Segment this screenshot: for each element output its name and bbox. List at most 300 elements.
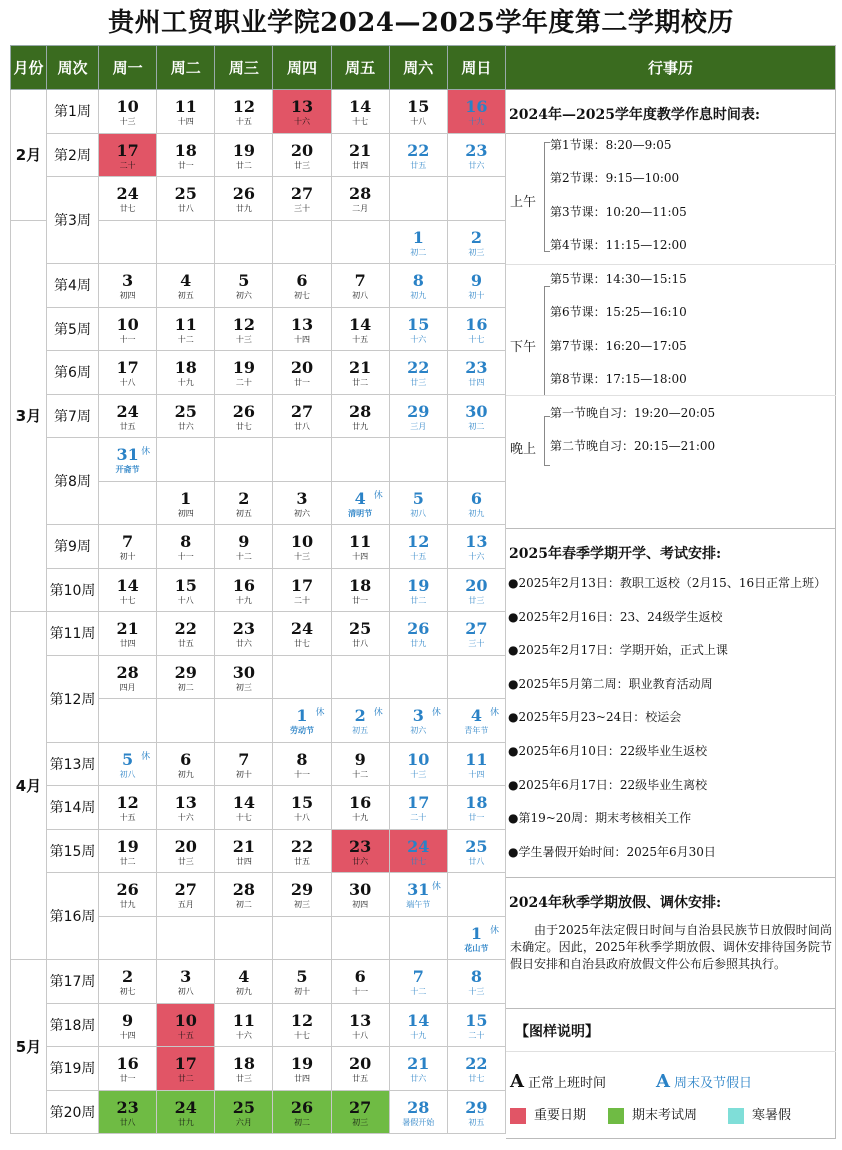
day-cell: [331, 307, 389, 351]
day-cell: [215, 307, 273, 351]
day-number: 24: [116, 184, 139, 204]
calendar-row: [11, 568, 506, 612]
day-cell: [157, 307, 215, 351]
day-number: 20: [290, 140, 314, 160]
lunar-date: 十六: [293, 117, 310, 127]
day-cell: [331, 873, 389, 917]
schedule-line: 第2节课：9:15—10:00: [550, 171, 680, 185]
day-cell: [215, 655, 273, 699]
legend-important-swatch: [510, 1108, 526, 1124]
day-cell: [99, 133, 157, 177]
day-number: 6: [354, 967, 366, 987]
day-cell: [389, 90, 447, 134]
holiday-rest-mark: 休: [373, 708, 383, 718]
legend-weekend-label: 周末及节假日: [673, 1076, 752, 1091]
day-cell: [157, 1090, 215, 1134]
day-number: 24: [290, 619, 314, 639]
calendar-row: [11, 1090, 506, 1134]
holiday-rest-mark: 休: [373, 490, 383, 501]
day-cell: [389, 177, 447, 221]
day-cell: [331, 133, 389, 177]
day-cell: [447, 133, 505, 177]
day-cell: [215, 742, 273, 786]
day-cell: [215, 960, 273, 1004]
lunar-date: 初十: [468, 291, 485, 301]
lunar-date: 廿三: [177, 856, 194, 866]
legend-a-blue: A: [656, 1071, 670, 1092]
lunar-date: 十八: [352, 1030, 369, 1040]
day-cell: [389, 133, 447, 177]
day-cell: [331, 1090, 389, 1134]
lunar-date: 十八: [119, 378, 136, 388]
day-cell: [215, 351, 273, 395]
lunar-date: 廿八: [293, 421, 310, 431]
lunar-date: 十六: [410, 334, 427, 344]
calendar-row: [11, 90, 506, 134]
day-cell: [331, 1003, 389, 1047]
lunar-date: 十一: [119, 334, 136, 344]
lunar-date: 初九: [468, 508, 485, 518]
day-number: 23: [465, 140, 488, 160]
lunar-date: 十七: [119, 595, 136, 605]
day-number: 31: [407, 880, 430, 900]
lunar-date: 十六: [468, 552, 485, 562]
day-number: 7: [412, 967, 424, 987]
events-header: 行事历: [506, 46, 835, 90]
day-cell: [215, 829, 273, 873]
day-number: 21: [232, 836, 255, 856]
week-cell: 第1周: [47, 90, 99, 134]
day-cell: [99, 264, 157, 308]
day-cell: [273, 699, 331, 743]
autumn-text: 由于2025年法定假日时间与自治县民族节日放假时间尚未确定。因此，2025年秋季学期放假、调休安排待国务院节假日安排和自治县政府放假文件公布后参照其执行。: [510, 923, 832, 971]
spring-item: ●2025年6月10日：22级毕业生返校: [508, 744, 708, 758]
lunar-date: 廿四: [119, 639, 136, 649]
week-cell: 第3周: [47, 177, 99, 264]
header-cell: 周二: [157, 46, 215, 90]
day-cell: [215, 786, 273, 830]
day-cell: [447, 307, 505, 351]
calendar-row: [11, 960, 506, 1004]
header-cell: 月份: [11, 46, 47, 90]
day-cell: [157, 177, 215, 221]
day-cell: [389, 829, 447, 873]
header-cell: 周三: [215, 46, 273, 90]
day-cell: [273, 351, 331, 395]
day-cell: [331, 568, 389, 612]
day-number: 22: [407, 358, 430, 378]
lunar-date: 青年节: [464, 726, 489, 736]
calendar-row: [11, 1047, 506, 1091]
day-number: 14: [116, 575, 139, 595]
day-cell: [389, 307, 447, 351]
lunar-date: 三月: [410, 421, 427, 431]
schedule-line: 第8节课：17:15—18:00: [550, 372, 687, 386]
day-cell: [215, 1003, 273, 1047]
lunar-date: 十二: [177, 334, 194, 344]
lunar-date: 初三: [235, 682, 252, 692]
lunar-date: 廿一: [352, 595, 369, 605]
lunar-date: 初二: [293, 1117, 310, 1127]
lunar-date: 初五: [352, 726, 369, 736]
header-cell: 周次: [47, 46, 99, 90]
day-number: 16: [349, 793, 372, 813]
day-number: 10: [116, 314, 139, 334]
week-cell: 第15周: [47, 829, 99, 873]
day-number: 12: [407, 532, 430, 552]
month-cell: 4月: [11, 612, 47, 960]
calendar-row: [11, 307, 506, 351]
lunar-date: 廿五: [177, 639, 194, 649]
week-cell: 第16周: [47, 873, 99, 960]
day-cell: [157, 916, 215, 960]
legend-weekend: [656, 1071, 752, 1092]
lunar-date: 十三: [468, 987, 485, 997]
lunar-date: 廿三: [293, 160, 310, 170]
lunar-date: 暑假开始: [402, 1117, 435, 1127]
legend-normal-label: 正常上班时间: [527, 1076, 606, 1091]
day-number: 27: [465, 619, 488, 639]
day-number: 22: [174, 619, 197, 639]
legend-vacation: [728, 1104, 791, 1124]
lunar-date: 初三: [352, 1117, 369, 1127]
lunar-date: 廿七: [468, 1074, 485, 1084]
week-cell: 第6周: [47, 351, 99, 395]
lunar-date: 十二: [410, 987, 427, 997]
day-cell: [215, 568, 273, 612]
lunar-date: 廿七: [293, 639, 310, 649]
day-cell: [331, 916, 389, 960]
day-number: 12: [116, 793, 139, 813]
evening-label: 晚上: [510, 442, 537, 457]
spring-item: ●2025年5月23~24日：校运会: [508, 710, 682, 725]
day-number: 4: [238, 967, 250, 987]
day-cell: [157, 394, 215, 438]
day-number: 5: [122, 749, 134, 769]
lunar-date: 初五: [235, 508, 252, 518]
lunar-date: 廿六: [177, 421, 194, 431]
lunar-date: 四月: [119, 682, 136, 692]
day-number: 26: [232, 401, 255, 421]
day-number: 9: [354, 749, 366, 769]
lunar-date: 十九: [468, 117, 485, 127]
day-cell: [157, 90, 215, 134]
day-cell: [99, 786, 157, 830]
spring-item: ●2025年6月17日：22级毕业生离校: [508, 777, 708, 792]
day-number: 2: [122, 967, 134, 987]
events-panel: [506, 45, 836, 1139]
lunar-date: 初九: [177, 769, 194, 779]
schedule-line: 第3节课：10:20—11:05: [550, 205, 687, 219]
day-cell: [389, 351, 447, 395]
day-number: 25: [465, 836, 488, 856]
lunar-date: 十二: [352, 769, 369, 779]
day-cell: [157, 873, 215, 917]
day-cell: [447, 394, 505, 438]
lunar-date: 初三: [293, 900, 310, 910]
day-number: 19: [232, 358, 255, 378]
lunar-date: 十八: [410, 117, 427, 127]
lunar-date: 十七: [293, 1030, 310, 1040]
spring-item: ●2025年5月第二周：职业教育活动周: [508, 676, 713, 691]
lunar-date: 十四: [468, 769, 485, 779]
day-cell: [331, 612, 389, 656]
week-cell: 第12周: [47, 655, 99, 742]
day-number: 21: [349, 358, 372, 378]
day-cell: [215, 438, 273, 482]
calendar-row: [11, 1003, 506, 1047]
day-cell: [99, 481, 157, 525]
lunar-date: 初四: [119, 291, 136, 301]
week-cell: 第8周: [47, 438, 99, 525]
day-number: 16: [232, 575, 255, 595]
holiday-rest-mark: 休: [489, 925, 499, 936]
day-cell: [99, 351, 157, 395]
lunar-date: 五月: [177, 900, 194, 910]
day-cell: [157, 1003, 215, 1047]
day-cell: [99, 612, 157, 656]
day-number: 9: [122, 1010, 134, 1030]
day-number: 4: [470, 706, 482, 726]
calendar-header-row: [11, 46, 506, 90]
lunar-date: 廿一: [177, 160, 194, 170]
month-cell: 3月: [11, 220, 47, 612]
day-number: 2: [470, 227, 482, 247]
day-cell: [447, 916, 505, 960]
lunar-date: 十七: [235, 813, 252, 823]
day-cell: [331, 351, 389, 395]
lunar-date: 廿九: [119, 900, 136, 910]
lunar-date: 廿二: [235, 160, 252, 170]
lunar-date: 廿六: [352, 856, 369, 866]
lunar-date: 廿八: [119, 1117, 136, 1127]
day-cell: [331, 1047, 389, 1091]
lunar-date: 廿四: [468, 378, 485, 388]
day-number: 19: [232, 140, 255, 160]
calendar-row: [11, 612, 506, 656]
lunar-date: 初十: [119, 552, 136, 562]
day-number: 16: [116, 1054, 139, 1074]
day-cell: [273, 1090, 331, 1134]
day-cell: [389, 786, 447, 830]
autumn-title: 2024年秋季学期放假、调休安排:: [509, 895, 722, 911]
day-cell: [99, 90, 157, 134]
day-number: 30: [232, 662, 255, 682]
day-cell: [389, 438, 447, 482]
day-cell: [331, 829, 389, 873]
lunar-date: 廿九: [352, 421, 369, 431]
lunar-date: 十五: [410, 552, 427, 562]
calendar-row: [11, 438, 506, 482]
lunar-date: 廿四: [352, 160, 369, 170]
day-number: 11: [232, 1010, 255, 1030]
legend-important: [510, 1104, 586, 1124]
lunar-date: 十四: [177, 117, 194, 127]
week-cell: 第20周: [47, 1090, 99, 1134]
day-number: 22: [407, 140, 430, 160]
week-cell: 第11周: [47, 612, 99, 656]
day-cell: [447, 525, 505, 569]
day-cell: [273, 90, 331, 134]
lunar-date: 初六: [410, 726, 427, 736]
day-cell: [273, 786, 331, 830]
calendar-row: [11, 264, 506, 308]
day-cell: [331, 264, 389, 308]
holiday-rest-mark: 休: [141, 751, 151, 762]
lunar-date: 十五: [352, 334, 369, 344]
spring-item: ●2025年2月16日：23、24级学生返校: [508, 609, 723, 624]
lunar-date: 十五: [119, 813, 136, 823]
day-cell: [273, 742, 331, 786]
lunar-date: 廿二: [119, 856, 136, 866]
lunar-date: 二十: [468, 1030, 485, 1040]
spring-title: 2025年春季学期开学、考试安排:: [509, 546, 722, 562]
day-cell: [389, 873, 447, 917]
month-cell: 2月: [11, 90, 47, 221]
day-number: 24: [116, 401, 139, 421]
day-cell: [447, 612, 505, 656]
holiday-rest-mark: 休: [489, 708, 499, 718]
week-cell: 第19周: [47, 1047, 99, 1091]
day-number: 1: [470, 923, 482, 943]
day-number: 12: [290, 1010, 314, 1030]
lunar-date: 初四: [177, 508, 194, 518]
schedule-title: 2024年—2025学年度教学作息时间表:: [509, 107, 761, 123]
lunar-date: 十六: [235, 1030, 252, 1040]
header-cell: 周四: [273, 46, 331, 90]
day-number: 22: [465, 1054, 488, 1074]
legend-vacation-label: 寒暑假: [752, 1108, 792, 1123]
day-cell: [157, 612, 215, 656]
lunar-date: 开斋节: [115, 465, 140, 475]
day-number: 23: [349, 836, 372, 856]
day-cell: [389, 1003, 447, 1047]
afternoon-label: 下午: [510, 340, 537, 355]
lunar-date: 廿七: [410, 856, 427, 866]
schedule-line: 第7节课：16:20—17:05: [550, 339, 687, 353]
day-number: 5: [296, 967, 308, 987]
day-cell: [273, 133, 331, 177]
day-cell: [447, 220, 505, 264]
schedule-line: 第6节课：15:25—16:10: [550, 305, 687, 319]
day-cell: [99, 916, 157, 960]
day-cell: [215, 481, 273, 525]
lunar-date: 初八: [177, 987, 194, 997]
day-number: 20: [174, 836, 197, 856]
day-number: 18: [232, 1054, 255, 1074]
day-number: 30: [465, 401, 488, 421]
calendar-row: [11, 655, 506, 699]
day-cell: [215, 873, 273, 917]
day-cell: [389, 960, 447, 1004]
day-number: 14: [232, 793, 255, 813]
day-number: 14: [407, 1010, 430, 1030]
day-number: 18: [174, 140, 197, 160]
day-number: 1: [180, 488, 192, 508]
day-number: 15: [174, 575, 197, 595]
day-number: 25: [174, 401, 197, 421]
day-cell: [99, 1047, 157, 1091]
legend-vacation-swatch: [728, 1108, 744, 1124]
lunar-date: 端午节: [406, 900, 431, 910]
day-cell: [157, 220, 215, 264]
day-cell: [447, 481, 505, 525]
day-number: 17: [116, 358, 139, 378]
day-cell: [389, 481, 447, 525]
day-number: 3: [296, 488, 308, 508]
lunar-date: 廿三: [235, 1074, 252, 1084]
day-number: 14: [349, 97, 372, 117]
day-number: 8: [470, 967, 482, 987]
lunar-date: 初四: [352, 900, 369, 910]
day-cell: [331, 90, 389, 134]
day-number: 18: [174, 358, 197, 378]
day-cell: [273, 916, 331, 960]
day-number: 29: [174, 662, 197, 682]
week-cell: 第10周: [47, 568, 99, 612]
lunar-date: 廿六: [410, 1074, 427, 1084]
day-number: 19: [116, 836, 139, 856]
lunar-date: 十五: [235, 117, 252, 127]
day-number: 6: [470, 488, 482, 508]
day-cell: [389, 1047, 447, 1091]
day-cell: [273, 568, 331, 612]
day-number: 20: [290, 358, 314, 378]
day-cell: [389, 699, 447, 743]
day-number: 21: [349, 140, 372, 160]
day-cell: [273, 525, 331, 569]
day-number: 27: [290, 184, 314, 204]
header-cell: 周六: [389, 46, 447, 90]
day-cell: [273, 829, 331, 873]
lunar-date: 初二: [177, 682, 194, 692]
day-number: 28: [116, 662, 139, 682]
spring-item: ●学生暑假开始时间：2025年6月30日: [508, 844, 716, 859]
day-cell: [99, 177, 157, 221]
day-number: 27: [174, 880, 197, 900]
day-cell: [157, 525, 215, 569]
calendar-row: [11, 394, 506, 438]
lunar-date: 二月: [352, 204, 369, 214]
week-cell: 第2周: [47, 133, 99, 177]
day-cell: [273, 960, 331, 1004]
day-number: 12: [232, 97, 255, 117]
week-cell: 第7周: [47, 394, 99, 438]
day-number: 16: [465, 314, 488, 334]
day-number: 29: [290, 880, 314, 900]
schedule-line: 第5节课：14:30—15:15: [550, 272, 687, 286]
lunar-date: 初三: [468, 247, 485, 257]
day-cell: [447, 351, 505, 395]
day-number: 7: [354, 271, 366, 291]
day-cell: [447, 960, 505, 1004]
legend-normal: [510, 1071, 606, 1092]
day-cell: [331, 394, 389, 438]
day-number: 4: [354, 488, 366, 508]
week-cell: 第4周: [47, 264, 99, 308]
day-cell: [331, 786, 389, 830]
day-number: 27: [349, 1097, 372, 1117]
lunar-date: 廿七: [235, 421, 252, 431]
month-cell: 5月: [11, 960, 47, 1134]
day-number: 10: [174, 1010, 197, 1030]
day-number: 25: [349, 619, 372, 639]
day-cell: [273, 481, 331, 525]
day-number: 24: [174, 1097, 197, 1117]
lunar-date: 十三: [410, 769, 427, 779]
day-number: 20: [349, 1054, 372, 1074]
day-cell: [389, 264, 447, 308]
